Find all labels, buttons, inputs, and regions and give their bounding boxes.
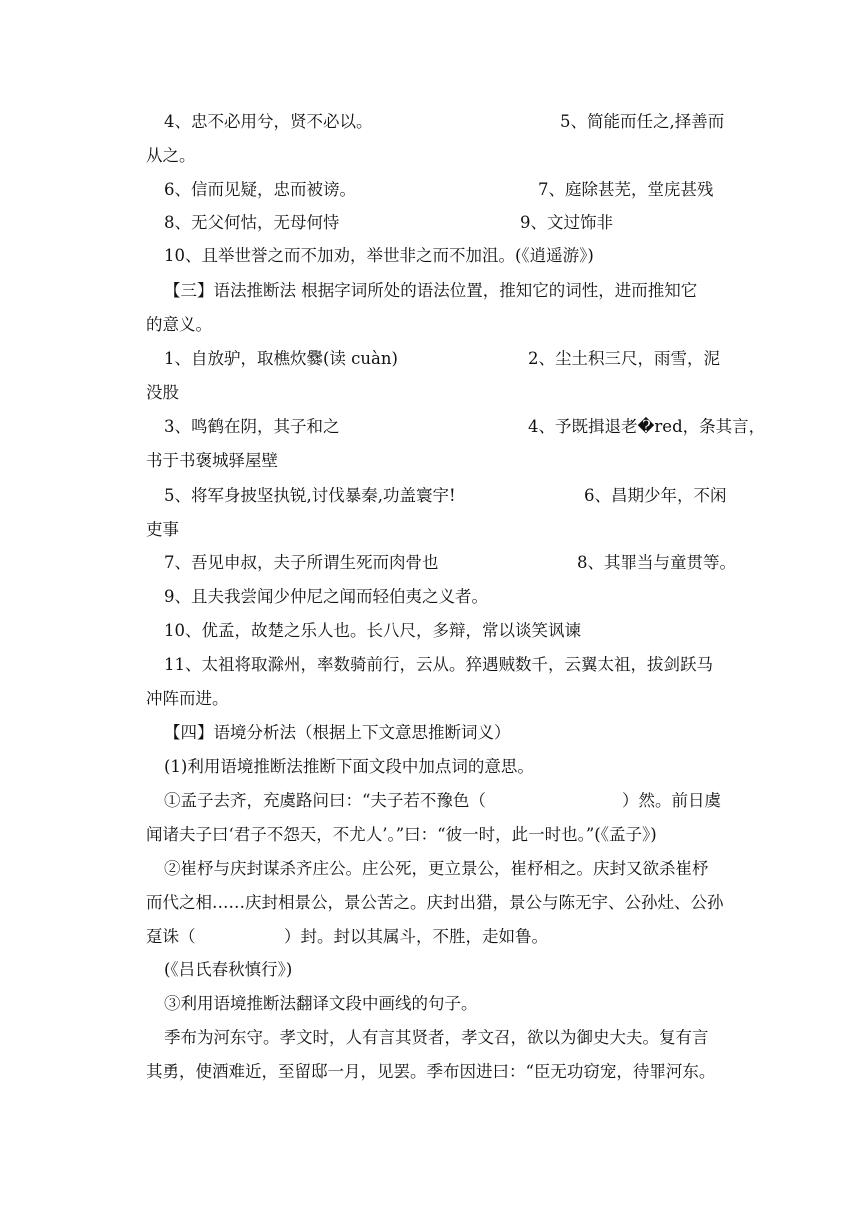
text-line: 8、无父何怙，无母何恃: [164, 213, 340, 232]
text-line: 2、尘土积三尺，雨雪，泥: [528, 349, 720, 368]
text-line: 8、其罪当与童贯等。: [577, 553, 736, 572]
text-line: 趸诛（: [146, 927, 196, 946]
section-heading: 【三】语法推断法 根据字词所处的语法位置，推知它的词性，进而推知它: [164, 281, 698, 300]
text-line: 7、吾见申叔，夫子所谓生死而肉骨也: [164, 553, 439, 572]
text-line: 的意义。: [146, 315, 212, 334]
text-line: 冲阵而进。: [146, 689, 229, 708]
text-line: 6、信而见疑，忠而被谤。: [164, 180, 356, 199]
text-line: 5、简能而任之,择善而: [560, 112, 725, 131]
text-line: 5、将军身披坚执锐,讨伐暴秦,功盖寰宇!: [164, 486, 456, 505]
text-line: 11、太祖将取滁州，率数骑前行，云从。猝遇贼数千，云翼太祖，拔剑跃马: [164, 655, 713, 674]
text-line: 从之。: [146, 146, 196, 165]
text-line: 3、鸣鹤在阴，其子和之: [164, 417, 340, 436]
text-line: (1)利用语境推断法推断下面文段中加点词的意思。: [164, 757, 534, 776]
text-line: 闻诸夫子曰‘君子不怨天，不尤人’。”曰：“彼一时，此一时也。”(《孟子》): [146, 825, 657, 844]
text-line: ）然。前日虞: [622, 791, 721, 810]
text-line: 10、优孟，故楚之乐人也。长八尺，多辩，常以谈笑讽谏: [164, 621, 581, 640]
text-line: 6、昌期少年，不闲: [584, 486, 727, 505]
section-heading: 【四】语境分析法（根据上下文意思推断词义）: [164, 723, 511, 742]
text-line: 季布为河东守。孝文时，人有言其贤者，孝文召，欲以为御史大夫。复有言: [164, 1028, 709, 1047]
text-line: (《吕氏春秋慎行》): [164, 960, 293, 979]
text-line: 9、且夫我尝闻少仲尼之闻而轻伯夷之义者。: [164, 587, 488, 606]
text-line: ②崔杼与庆封谋杀齐庄公。庄公死，更立景公，崔杼相之。庆封又欲杀崔杼: [164, 859, 709, 878]
text-line: ）封。封以其属斗，不胜，走如鲁。: [284, 927, 548, 946]
text-line: 没股: [146, 383, 179, 402]
text-line: 7、庭除甚芜，堂庑甚残: [538, 180, 714, 199]
text-line: 其勇，使酒难近，至留邸一月，见罢。季布因进曰：“臣无功窃宠，待罪河东。: [146, 1062, 716, 1081]
text-line: 而代之相……庆封相景公，景公苦之。庆封出猎，景公与陈无宇、公孙灶、公孙: [146, 893, 724, 912]
text-line: 书于书褒城驿屋壁: [146, 451, 278, 470]
text-line: 10、且举世誉之而不加劝，举世非之而不加沮。(《逍遥游》): [164, 246, 594, 265]
text-line: ③利用语境推断法翻译文段中画线的句子。: [164, 994, 478, 1013]
text-line: ①孟子去齐，充虞路问曰：“夫子若不豫色（: [164, 791, 486, 810]
text-line: 4、忠不必用兮，贤不必以。: [164, 112, 373, 131]
text-line: 吏事: [146, 520, 179, 539]
text-line: 1、自放驴，取樵炊爨(读 cuàn): [164, 349, 398, 368]
text-line: 4、予既揖退老�red，条其言，: [528, 417, 766, 436]
text-line: 9、文过饰非: [520, 213, 613, 232]
